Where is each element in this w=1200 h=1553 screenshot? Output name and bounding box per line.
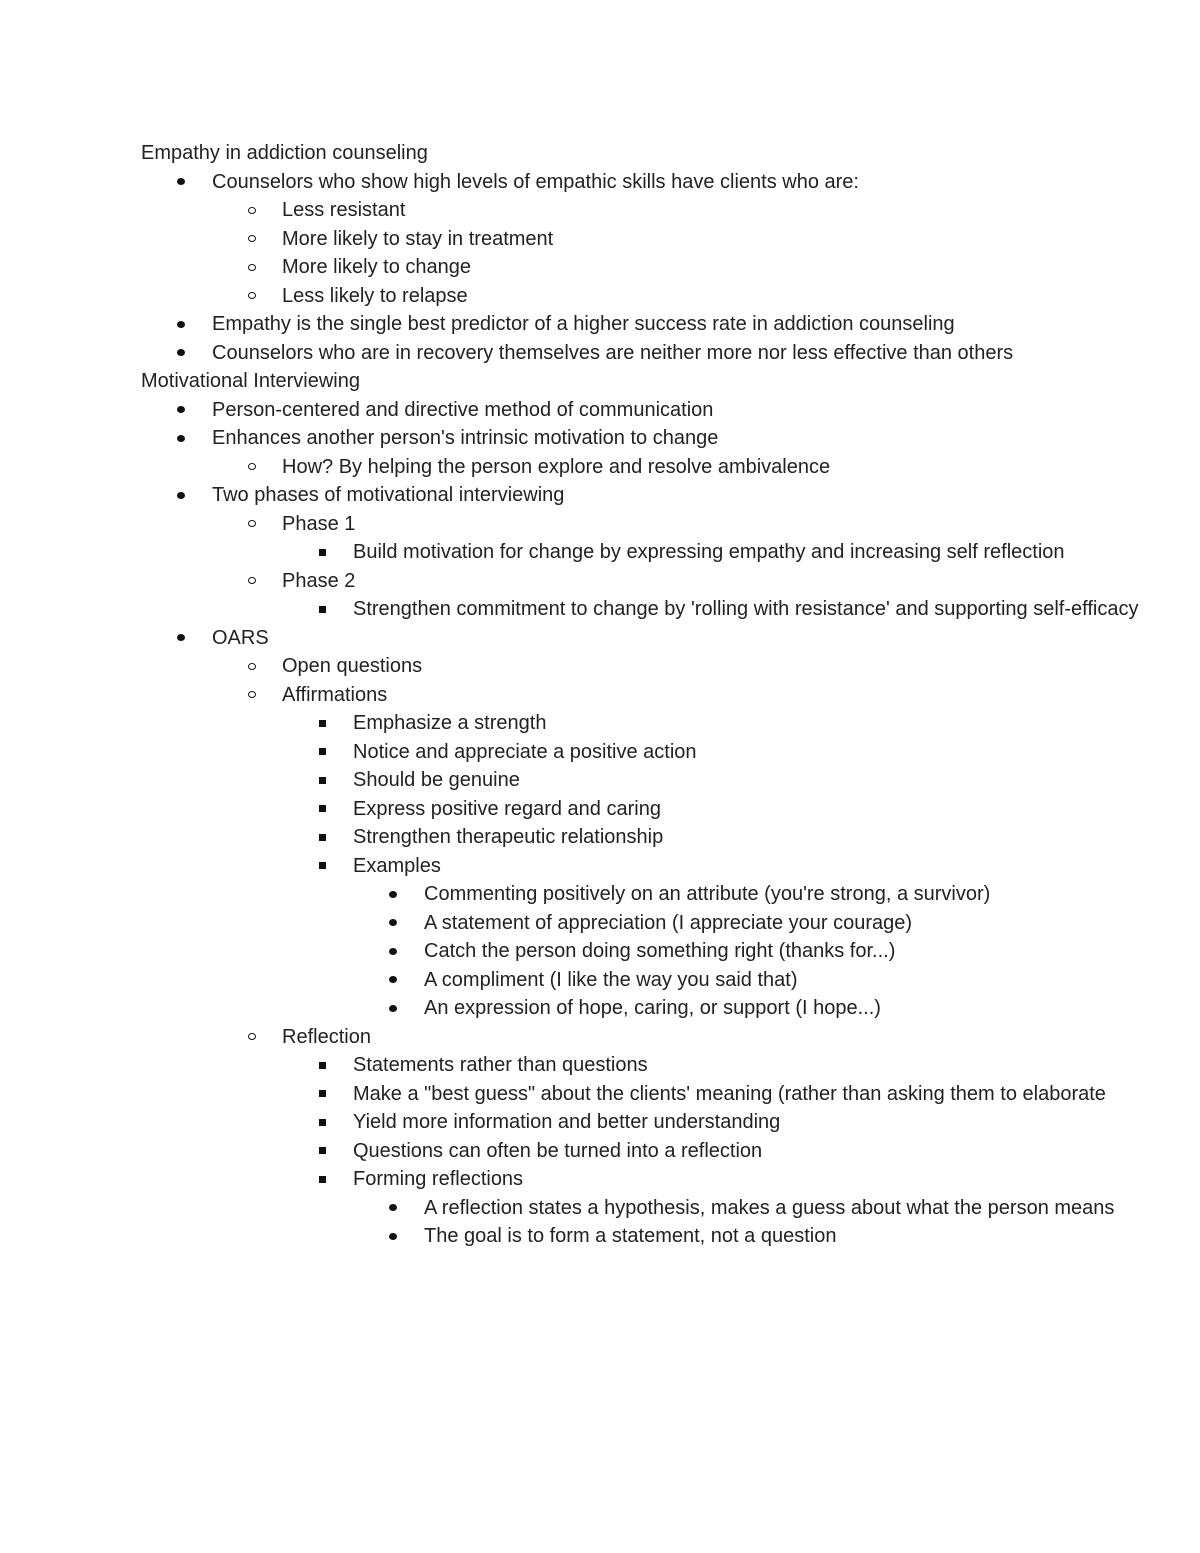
hollow-bullet-icon bbox=[244, 253, 260, 282]
list-item bbox=[141, 567, 1061, 596]
square-bullet-icon bbox=[314, 766, 330, 795]
list-item bbox=[141, 795, 1061, 824]
list-item bbox=[141, 909, 1061, 938]
list-item-text: Examples bbox=[353, 854, 441, 877]
square-bullet-icon bbox=[314, 538, 330, 567]
hollow-bullet-icon bbox=[244, 225, 260, 254]
list-item-text: The goal is to form a statement, not a question bbox=[424, 1225, 837, 1247]
list-item-text: More likely to stay in treatment bbox=[282, 227, 554, 250]
square-bullet-icon bbox=[314, 1080, 330, 1109]
hollow-bullet-icon bbox=[244, 453, 260, 482]
list-item-text: Forming reflections bbox=[353, 1168, 524, 1190]
filled-bullet-icon bbox=[173, 624, 189, 653]
list-item-text: Less likely to relapse bbox=[282, 284, 468, 307]
hollow-bullet-icon bbox=[244, 567, 260, 596]
list-item bbox=[141, 282, 1061, 311]
list-item bbox=[141, 168, 1061, 197]
list-item-text: Catch the person doing something right (thanks for...) bbox=[424, 940, 896, 962]
list-item-text: Should be genuine bbox=[353, 769, 520, 791]
filled-bullet-icon bbox=[385, 937, 401, 966]
list-item bbox=[141, 1165, 1061, 1194]
list-item bbox=[141, 510, 1061, 539]
square-bullet-icon bbox=[314, 1108, 330, 1137]
list-item-text: Two phases of motivational interviewing bbox=[212, 484, 565, 506]
list-item-text: Less resistant bbox=[282, 199, 406, 221]
list-item-text: Phase 2 bbox=[282, 569, 356, 592]
list-item-text: Strengthen therapeutic relationship bbox=[353, 826, 664, 848]
list-item bbox=[141, 481, 1061, 510]
square-bullet-icon bbox=[314, 738, 330, 767]
square-bullet-icon bbox=[314, 852, 330, 881]
list-item bbox=[141, 1194, 1200, 1223]
section-heading: Empathy in addiction counseling bbox=[141, 142, 428, 164]
list-item-text: Build motivation for change by expressing empathy and increasing self reflection bbox=[353, 541, 1065, 563]
square-bullet-icon bbox=[314, 1165, 330, 1194]
hollow-bullet-icon bbox=[244, 510, 260, 539]
list-item bbox=[141, 652, 1061, 681]
hollow-bullet-icon bbox=[244, 1023, 260, 1052]
list-item bbox=[141, 595, 1143, 624]
list-item-text: Person-centered and directive method of communication bbox=[212, 398, 714, 421]
list-item bbox=[141, 1222, 1061, 1251]
list-item bbox=[141, 966, 1061, 995]
square-bullet-icon bbox=[314, 1137, 330, 1166]
list-item-text: Phase 1 bbox=[282, 512, 356, 535]
list-item bbox=[141, 1080, 1200, 1109]
filled-bullet-icon bbox=[385, 909, 401, 938]
hollow-bullet-icon bbox=[244, 282, 260, 311]
list-item bbox=[141, 453, 1061, 482]
filled-bullet-icon bbox=[173, 168, 189, 197]
filled-bullet-icon bbox=[173, 310, 189, 339]
list-item bbox=[141, 852, 1061, 881]
list-item bbox=[141, 766, 1061, 795]
list-item-text: Counselors who show high levels of empathic skills have clients who are: bbox=[212, 170, 859, 193]
list-item bbox=[141, 937, 1061, 966]
square-bullet-icon bbox=[314, 795, 330, 824]
list-item-text: How? By helping the person explore and resolve ambivalence bbox=[282, 455, 831, 478]
list-item bbox=[141, 994, 1061, 1023]
list-item-text: Yield more information and better understanding bbox=[353, 1111, 781, 1133]
list-item bbox=[141, 709, 1061, 738]
filled-bullet-icon bbox=[173, 424, 189, 453]
square-bullet-icon bbox=[314, 823, 330, 852]
list-item-text: Questions can often be turned into a reflection bbox=[353, 1139, 763, 1162]
square-bullet-icon bbox=[314, 1051, 330, 1080]
filled-bullet-icon bbox=[385, 994, 401, 1023]
list-item bbox=[141, 196, 1061, 225]
list-item-text: An expression of hope, caring, or support (I hope...) bbox=[424, 997, 881, 1019]
list-item bbox=[141, 538, 1193, 567]
filled-bullet-icon bbox=[385, 1194, 401, 1223]
filled-bullet-icon bbox=[173, 396, 189, 425]
list-item bbox=[141, 396, 1061, 425]
list-item-text: Commenting positively on an attribute (you're strong, a survivor) bbox=[424, 883, 991, 905]
document-content bbox=[141, 139, 1139, 1251]
list-item-text: A statement of appreciation (I appreciate your courage) bbox=[424, 911, 913, 934]
list-item-text: A compliment (I like the way you said that) bbox=[424, 968, 798, 991]
list-item bbox=[141, 253, 1061, 282]
list-item-text: Make a "best guess" about the clients' meaning (rather than asking them to elaborate bbox=[353, 1082, 1106, 1105]
list-item bbox=[141, 1108, 1061, 1137]
section-heading: Motivational Interviewing bbox=[141, 370, 360, 392]
filled-bullet-icon bbox=[173, 339, 189, 368]
list-item-text: More likely to change bbox=[282, 256, 471, 278]
list-item-text: Counselors who are in recovery themselves are neither more nor less effective than others bbox=[212, 341, 1014, 364]
list-item-text: Open questions bbox=[282, 655, 423, 677]
list-item bbox=[141, 424, 1061, 453]
list-item bbox=[141, 624, 1061, 653]
list-item-text: Express positive regard and caring bbox=[353, 797, 661, 820]
list-item bbox=[141, 339, 1032, 368]
list-item bbox=[141, 823, 1061, 852]
list-item-text: Emphasize a strength bbox=[353, 712, 547, 734]
hollow-bullet-icon bbox=[244, 196, 260, 225]
square-bullet-icon bbox=[314, 595, 330, 624]
list-item bbox=[141, 738, 1061, 767]
list-item-text: Statements rather than questions bbox=[353, 1054, 648, 1076]
filled-bullet-icon bbox=[385, 880, 401, 909]
list-item bbox=[141, 310, 1061, 339]
list-item bbox=[141, 1023, 1061, 1052]
list-item bbox=[141, 1051, 1061, 1080]
list-item-text: Notice and appreciate a positive action bbox=[353, 740, 697, 763]
hollow-bullet-icon bbox=[244, 681, 260, 710]
list-item-text: OARS bbox=[212, 626, 269, 649]
list-item bbox=[141, 880, 1061, 909]
list-item-text: Reflection bbox=[282, 1025, 371, 1048]
list-item-text: Enhances another person's intrinsic motivation to change bbox=[212, 427, 719, 449]
list-item-text: A reflection states a hypothesis, makes a guess about what the person means bbox=[424, 1196, 1115, 1219]
filled-bullet-icon bbox=[385, 1222, 401, 1251]
filled-bullet-icon bbox=[385, 966, 401, 995]
list-item-text: Affirmations bbox=[282, 683, 388, 706]
list-item-text: Empathy is the single best predictor of a higher success rate in addiction counseling bbox=[212, 313, 955, 335]
filled-bullet-icon bbox=[173, 481, 189, 510]
square-bullet-icon bbox=[314, 709, 330, 738]
list-item bbox=[141, 681, 1061, 710]
list-item bbox=[141, 225, 1061, 254]
list-item bbox=[141, 1137, 1061, 1166]
hollow-bullet-icon bbox=[244, 652, 260, 681]
list-item-text: Strengthen commitment to change by 'rolling with resistance' and supporting self-efficacy bbox=[353, 598, 1139, 620]
